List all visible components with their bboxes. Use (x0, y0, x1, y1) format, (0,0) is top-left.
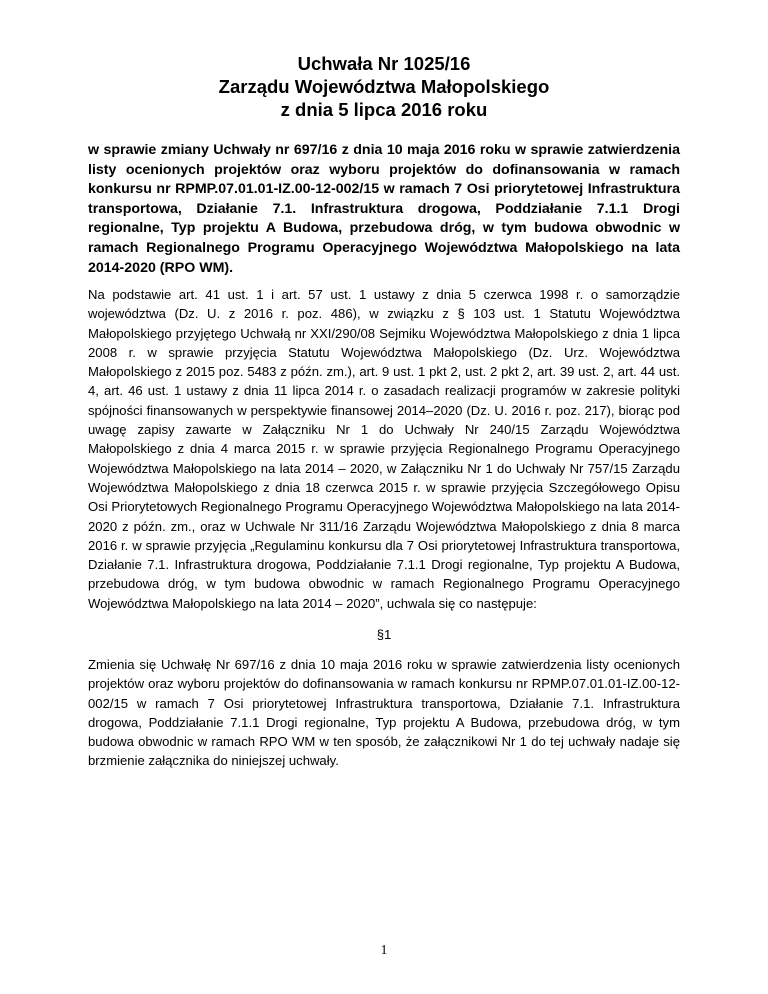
page-number: 1 (380, 942, 388, 957)
legal-basis-paragraph: Na podstawie art. 41 ust. 1 i art. 57 ust. 1 ustawy z dnia 5 czerwca 1998 r. o samorządzie województwa (Dz. U. z 2016 r. poz. 486), w związku z § 103 ust. 1 Statutu Województwa Małopolskiego przyjętego Uchwałą nr XXI/290/08 Sejmiku Województwa Małopolskiego z dnia 1 lipca 2008 r. w sprawie przyjęcia Statutu Województwa Małopolskiego (Dz. Urz. Województwa Małopolskiego z 2015 poz. 5483 z późn. zm.), art. 9 ust. 1 pkt 2, ust. 2 pkt 2, art. 39 ust. 2, art. 44 ust. 4, art. 46 ust. 1 ustawy z dnia 11 lipca 2014 r. o zasadach realizacji programów w zakresie polityki spójności finansowanych w perspektywie finansowej 2014–2020 (Dz. U. 2016 r. poz. 217), biorąc pod uwagę zapisy zawarte w Załączniku Nr 1 do Uchwały Nr 240/15 Zarządu Województwa Małopolskiego z dnia 4 marca 2015 r. w sprawie przyjęcia Regionalnego Programu Operacyjnego Województwa Małopolskiego na lata 2014 – 2020, w Załączniku Nr 1 do Uchwały Nr 757/15 Zarządu Województwa Małopolskiego z dnia 18 czerwca 2015 r. w sprawie przyjęcia Szczegółowego Opisu Osi Priorytetowych Regionalnego Programu Operacyjnego Województwa Małopolskiego na lata 2014-2020 z późn. zm., oraz w Uchwale Nr 311/16 Zarządu Województwa Małopolskiego z dnia 8 marca 2016 r. w sprawie przyjęcia „Regulaminu konkursu dla 7 Osi priorytetowej Infrastruktura transportowa, Działanie 7.1. Infrastruktura drogowa, Poddziałanie 7.1.1 Drogi regionalne, Typ projektu A Budowa, przebudowa dróg, w tym budowa obwodnic w ramach Regionalnego Programu Operacyjnego Województwa Małopolskiego na lata 2014 – 2020”, uchwala się co następuje: (88, 287, 680, 611)
document-title (88, 52, 680, 121)
title-line-date: z dnia 5 lipca 2016 roku (280, 99, 488, 120)
title-line-resolution-number: Uchwała Nr 1025/16 (297, 53, 471, 74)
resolution-subject: w sprawie zmiany Uchwały nr 697/16 z dnia 10 maja 2016 roku w sprawie zatwierdzenia listy ocenionych projektów oraz wyboru projektów do dofinansowania w ramach konkursu nr RPMP.07.01.01-IZ.00-12-002/15 w ramach 7 Osi priorytetowej Infrastruktura transportowa, Działanie 7.1. Infrastruktura drogowa, Poddziałanie 7.1.1 Drogi regionalne, Typ projektu A Budowa, przebudowa dróg, w tym budowa obwodnic w ramach Regionalnego Programu Operacyjnego Województwa Małopolskiego na lata 2014-2020 (RPO WM). (88, 142, 680, 276)
section-mark: §1 (376, 627, 392, 642)
document-page (88, 0, 680, 994)
title-line-board: Zarządu Województwa Małopolskiego (218, 76, 550, 97)
section-1-paragraph: Zmienia się Uchwałę Nr 697/16 z dnia 10 maja 2016 roku w sprawie zatwierdzenia listy ocenionych projektów oraz wyboru projektów do dofinansowania w ramach konkursu nr RPMP.07.01.01-IZ.00-12-002/15 w ramach 7 Osi priorytetowej Infrastruktura transportowa, Działanie 7.1. Infrastruktura drogowa, Poddziałanie 7.1.1 Drogi regionalne, Typ projektu A Budowa, przebudowa dróg, w tym budowa obwodnic w ramach RPO WM w ten sposób, że załącznikowi Nr 1 do tej uchwały nadaje się brzmienie załącznika do niniejszej uchwały. (88, 657, 680, 769)
